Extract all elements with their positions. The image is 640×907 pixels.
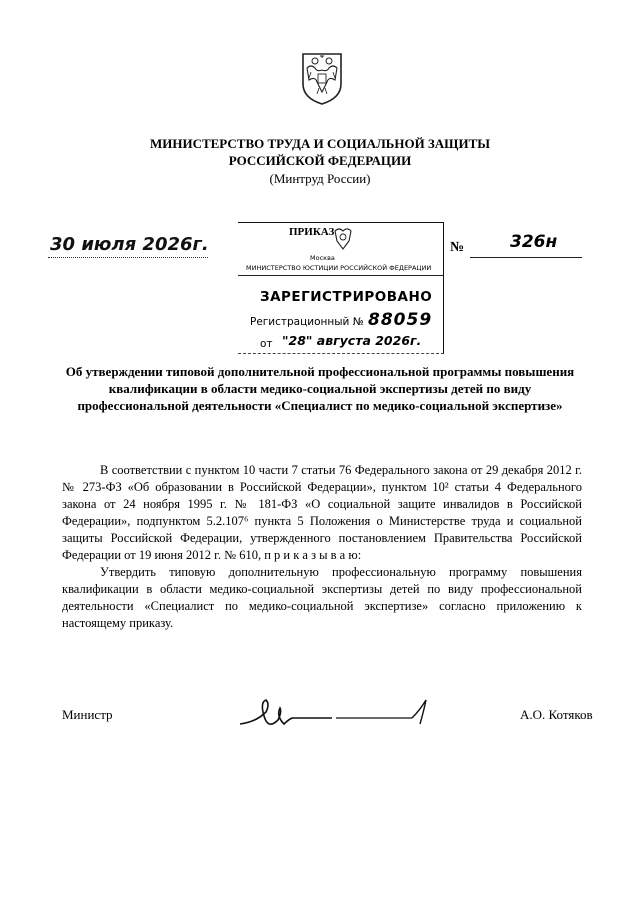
ministry-short-name: (Минтруд России) <box>269 171 371 186</box>
stamp-reg-date: "28" августа 2026г. <box>282 333 422 348</box>
stamp-reg-label: Регистрационный № <box>250 316 364 328</box>
stamp-divider <box>238 275 443 276</box>
stamp-reg-number: 88059 <box>368 310 433 330</box>
stamp-ministry: МИНИСТЕРСТВО ЮСТИЦИИ РОССИЙСКОЙ ФЕДЕРАЦИИ <box>246 264 432 272</box>
signature-name: А.О. Котяков <box>520 707 593 722</box>
handwritten-signature <box>236 694 436 738</box>
document-title: Об утверждении типовой дополнительной профессиональной программы повышения квалификации в области медико-социальной экспертизы детей по виду профессиональной деятельности «Специалист по медико-социальной экспертизе» <box>65 364 575 413</box>
order-number-label: № <box>450 240 465 255</box>
order-number: 326н <box>510 232 558 252</box>
stamp-registered: ЗАРЕГИСТРИРОВАНО <box>260 289 433 305</box>
order-date: 30 июля 2026г. <box>50 234 209 255</box>
coat-of-arms-emblem <box>297 48 347 106</box>
stamp-doc-type: ПРИКАЗ <box>289 226 335 238</box>
order-date-underline <box>48 257 208 258</box>
stamp-emblem-icon <box>332 225 354 251</box>
document-body <box>62 462 582 632</box>
stamp-city: Москва <box>310 254 335 262</box>
signature-position: Министр <box>62 707 113 722</box>
ministry-name-line1: МИНИСТЕРСТВО ТРУДА И СОЦИАЛЬНОЙ ЗАЩИТЫ <box>149 136 491 151</box>
registration-stamp <box>238 222 444 354</box>
body-paragraph-1: В соответствии с пунктом 10 части 7 статьи 76 Федерального закона от 29 декабря 2012 г. № 273-ФЗ «Об образовании в Российской Федерации», пунктом 10² статьи 4 Федерального закона от 24 ноября 1995 г. № 181-ФЗ «О социальной защите инвалидов в Российской Федерации», подпунктом 5.2.107⁶ пункта 5 Положения о Министерстве труда и социальной защиты Российской Федерации, утвержденного постановлением Правительства Российской Федерации от 19 июня 2012 г. № 610, п р и к а з ы в а ю: <box>62 463 582 562</box>
order-number-underline <box>470 257 582 258</box>
ministry-name-line2: РОССИЙСКОЙ ФЕДЕРАЦИИ <box>228 153 412 168</box>
stamp-date-label: от <box>260 338 273 350</box>
body-paragraph-2: Утвердить типовую дополнительную профессиональную программу повышения квалификации в области медико-социальной экспертизы детей по виду профессиональной деятельности «Специалист по медико-социальной экспертизе» согласно приложению к настоящему приказу. <box>62 565 582 630</box>
